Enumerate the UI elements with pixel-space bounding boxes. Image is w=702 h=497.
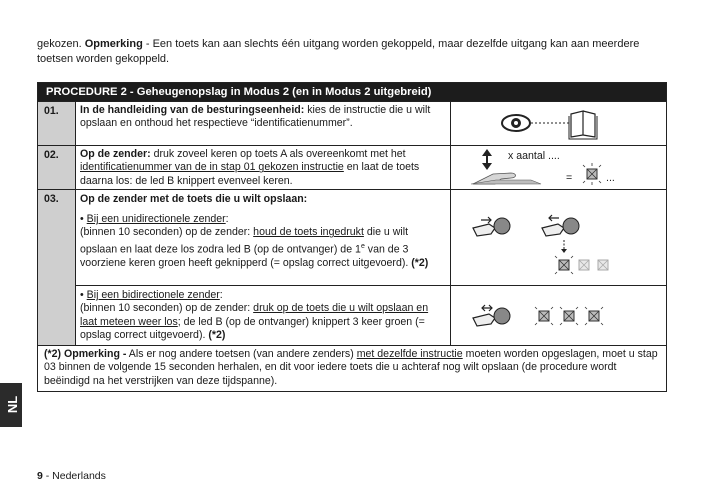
sub-body-3: van de 3 voorziene keren groen heeft geknipperd (= opslag correct uitgevoerd). [80, 243, 412, 269]
eye-book-icon [451, 102, 661, 145]
step-illustration [451, 102, 666, 145]
bullet: • [80, 213, 84, 225]
colon: : [219, 289, 223, 301]
procedure-title: PROCEDURE 2 - Geheugenopslag in Modus 2 (en in Modus 2 uitgebreid) [38, 83, 666, 101]
sub-text [76, 286, 451, 345]
procedure-table [37, 82, 667, 392]
sub-body-1: (binnen 10 seconden) op de zender: [80, 302, 254, 315]
sub-body-underline: druk op de toets die u wilt opslaan en laat meteen weer los [80, 302, 429, 328]
step-number: 03. [38, 190, 76, 345]
page-number: 9 [37, 470, 43, 482]
step-row-01 [38, 101, 666, 145]
equals-sign: = [566, 172, 573, 184]
sub-body-2: ; de led B (op de ontvanger) knippert 3 keer groen (= opslag correct uitgevoerd). [80, 315, 425, 342]
press-count-label: x aantal .... [508, 150, 560, 162]
sub-body-2: die u wilt opslaan en laat deze los zodra led B (op de ontvanger) de 1 [80, 226, 409, 256]
step-row-03 [38, 189, 666, 345]
step-text [76, 190, 451, 208]
intro-note-label: Opmerking [84, 38, 143, 50]
empty-cell [451, 190, 666, 208]
footnote-text-2: moeten worden opgeslagen, moet u stap 03 binnen de volgende 15 seconden herhalen, en dit voor iedere toets die u achteraf nog wilt opslaan (de procedure wordt beëindigd na het verstrijken van deze tijdspanne). [44, 348, 658, 387]
step-heading: In de handleiding van de besturingseenheid: [80, 104, 305, 116]
ellipsis-label: ... [606, 172, 615, 184]
sub-bidirectional [76, 285, 666, 345]
step-heading: Op de zender: [80, 148, 151, 160]
step-body-b: en laat de toets daarna los: de led B knippert evenveel keren. [80, 161, 420, 187]
superscript: e [360, 242, 365, 250]
note-ref: (*2) [208, 329, 226, 342]
step-number: 02. [38, 146, 76, 189]
intro-paragraph [37, 37, 667, 67]
step-heading: Op de zender met de toets die u wilt opslaan: [80, 193, 308, 205]
footnote-label: (*2) Opmerking - [44, 348, 127, 360]
step-body-a: druk zoveel keren op toets A als overeenkomt met het [150, 148, 406, 160]
sub-illustration [451, 286, 666, 345]
led-blink-icon [451, 146, 661, 189]
sub-body-1: (binnen 10 seconden) op de zender: [80, 226, 254, 239]
step-row-02 [38, 145, 666, 189]
bullet: • [80, 289, 84, 301]
note-ref: (*2) [411, 256, 429, 269]
sub-unidirectional [76, 208, 666, 285]
footnote-underline: met dezelfde instructie [356, 348, 463, 360]
sub-text [76, 208, 451, 285]
press-button-led-icon [451, 286, 661, 345]
step-number: 01. [38, 102, 76, 145]
page-footer [37, 470, 106, 482]
step-body-underline: identificatienummer van de in stap 01 gekozen instructie [80, 161, 344, 174]
step-illustration [451, 146, 666, 189]
language-tab [0, 383, 22, 427]
sub-illustration [451, 208, 666, 285]
step-03-body [76, 190, 666, 345]
language-tab-label: NL [5, 395, 21, 414]
step-text [76, 146, 451, 189]
hold-button-led-icon [451, 208, 661, 288]
sub-body-underline: houd de toets ingedrukt [253, 226, 364, 239]
colon: : [225, 213, 229, 225]
intro-lead: gekozen. [37, 38, 82, 50]
sub-title: Bij een unidirectionele zender [86, 213, 226, 225]
footer-language: - Nederlands [42, 470, 106, 482]
procedure-footnote [38, 345, 666, 391]
step-text [76, 102, 451, 145]
sub-title: Bij een bidirectionele zender [86, 289, 220, 301]
intro-note-text: - Een toets kan aan slechts één uitgang worden gekoppeld, maar dezelfde uitgang kan aan meerdere toetsen worden gekoppeld. [37, 38, 640, 65]
step-body: kies de instructie die u wilt opslaan en onthoud het respectieve “identificatienummer”. [80, 104, 431, 130]
footnote-text-1: Als er nog andere toetsen (van andere zenders) [126, 348, 357, 360]
